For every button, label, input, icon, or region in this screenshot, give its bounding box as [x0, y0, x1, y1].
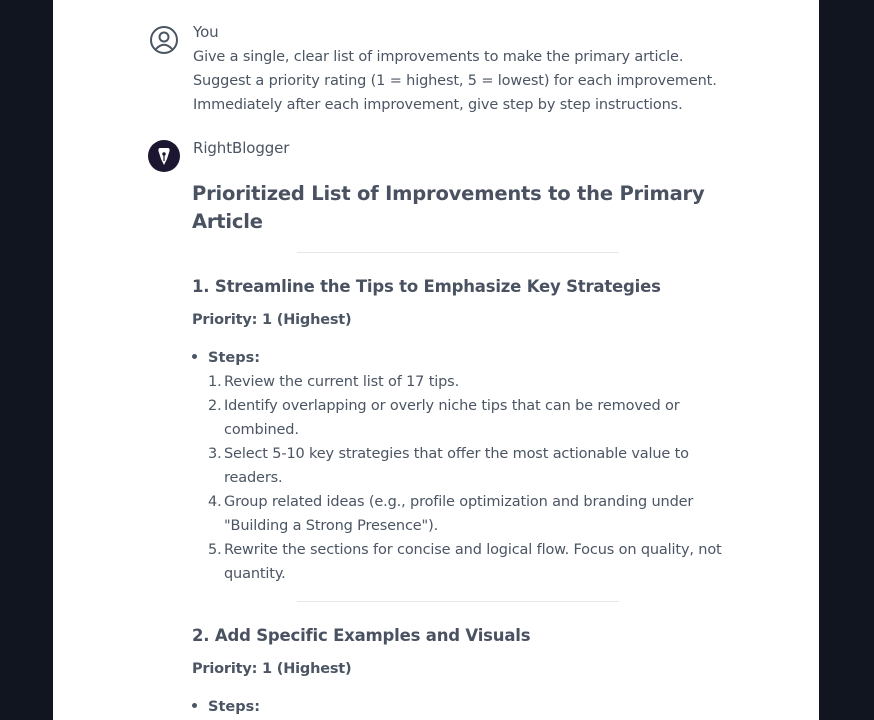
step-item — [208, 394, 722, 442]
improvement-section — [192, 625, 722, 719]
steps-list — [192, 346, 722, 586]
user-message-line: Suggest a priority rating (1 = highest, 5 = lowest) for each improvement. — [193, 73, 717, 89]
priority-label: Priority: 1 (Highest) — [192, 661, 352, 677]
priority-label: Priority: 1 (Highest) — [192, 312, 352, 328]
ordered-steps — [208, 370, 722, 586]
section-heading: 2. Add Specific Examples and Visuals — [192, 626, 531, 645]
assistant-author-name: RightBlogger — [193, 139, 290, 157]
pen-nib-icon — [148, 140, 180, 172]
response-title: Prioritized List of Improvements to the Primary Article — [192, 182, 705, 233]
bullet-icon — [192, 354, 197, 359]
user-message-text — [193, 45, 753, 117]
divider — [297, 252, 619, 253]
user-author-name: You — [193, 23, 219, 41]
bullet-icon — [192, 703, 197, 708]
step-number: 2. — [208, 398, 222, 414]
section-heading: 1. Streamline the Tips to Emphasize Key Strategies — [192, 277, 661, 296]
improvement-section — [192, 276, 722, 586]
step-text: Select 5-10 key strategies that offer the most actionable value to readers. — [224, 446, 689, 486]
step-number: 5. — [208, 542, 222, 558]
step-text: Group related ideas (e.g., profile optimization and branding under "Building a Strong Presence"). — [224, 494, 694, 534]
steps-item — [192, 346, 722, 586]
steps-item — [192, 695, 722, 719]
step-item — [208, 370, 722, 394]
user-circle-icon — [149, 25, 179, 55]
step-text: Identify overlapping or overly niche tips that can be removed or combined. — [224, 398, 680, 438]
step-number: 3. — [208, 446, 222, 462]
step-text: Review the current list of 17 tips. — [224, 374, 460, 390]
step-item — [208, 490, 722, 538]
step-number: 1. — [208, 374, 222, 390]
step-item — [208, 538, 722, 586]
divider — [297, 601, 619, 602]
steps-list — [192, 695, 722, 719]
steps-label: Steps: — [208, 350, 261, 366]
step-number: 4. — [208, 494, 222, 510]
chat-panel — [53, 0, 819, 720]
step-text: Rewrite the sections for concise and logical flow. Focus on quality, not quantity. — [224, 542, 722, 582]
user-message-line: Give a single, clear list of improvements to make the primary article. — [193, 49, 684, 65]
step-item — [208, 442, 722, 490]
assistant-message-content — [192, 180, 722, 719]
steps-label: Steps: — [208, 699, 261, 715]
user-message-line: Immediately after each improvement, give step by step instructions. — [193, 97, 683, 113]
